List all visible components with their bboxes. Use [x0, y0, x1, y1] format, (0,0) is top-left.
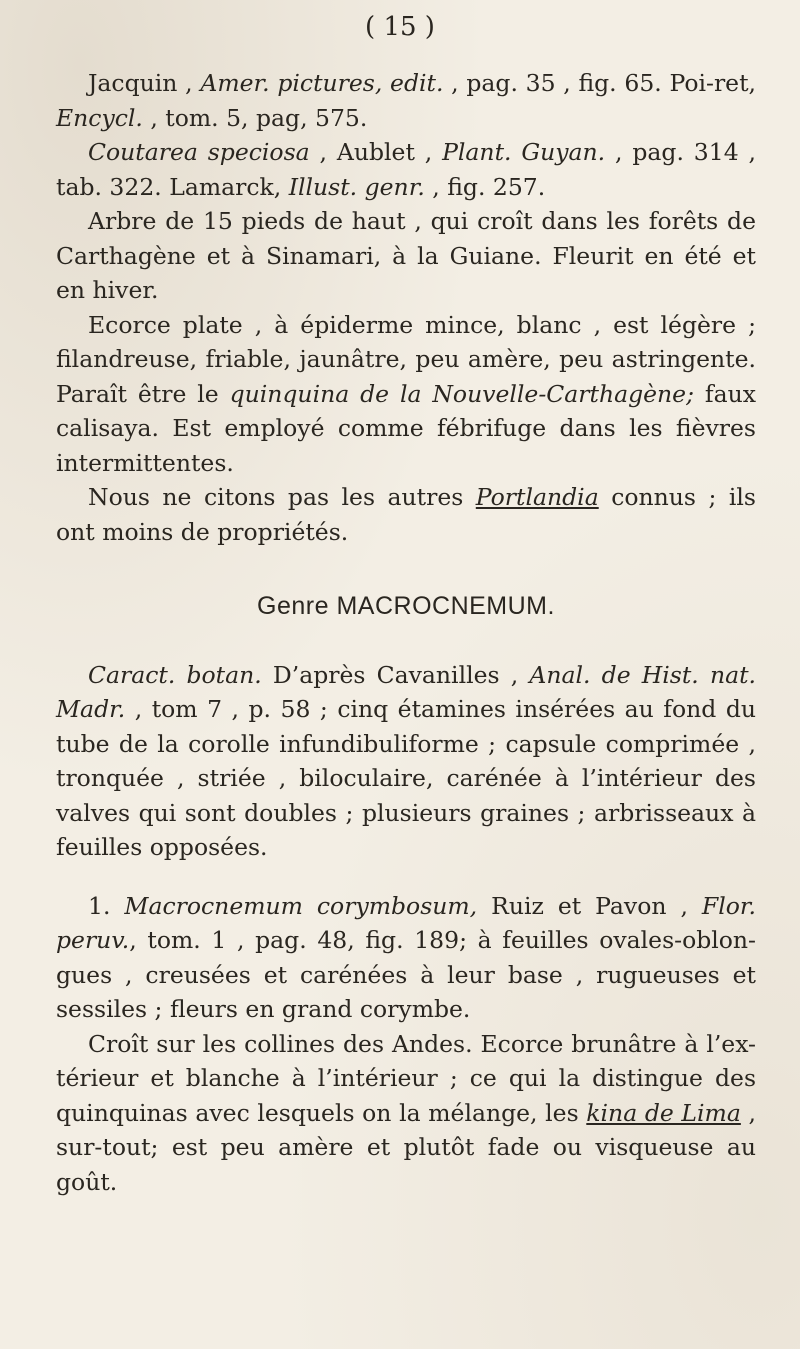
text-run: , pag. 314 , tab. 322. Lamarck, — [56, 138, 756, 201]
paragraph-reference-jacquin — [56, 66, 756, 135]
text-run: , tom. 5, pag, 575. — [142, 103, 368, 132]
text-block — [56, 66, 756, 1199]
text-run: , fig. 257. — [424, 172, 546, 201]
text-run: 1. — [88, 891, 125, 920]
paragraph-portlandia — [56, 480, 756, 549]
italic-label: Caract. botan. — [88, 660, 262, 689]
text-run: Croît sur les collines des Andes. Ecorce brunâtre à l’ex-térieur et blanche à l’intérieur ; ce qui la distingue des quinquinas avec lesquels on la mélange, les — [56, 1029, 756, 1127]
text-run: D’après Cavanilles , — [261, 660, 530, 689]
text-run: , tom 7 , p. 58 ; cinq étamines insérées au fond du tube de la corolle infundibuliforme ; capsule comprimée , tronquée , striée , biloculaire, carénée à l’intérieur des valves qui sont doubles ; plusieurs graines ; arbrisseaux à feuilles opposées. — [56, 695, 756, 861]
italic-title: Illust. genr. — [288, 172, 425, 201]
italic-title: Amer. pictures, edit. — [200, 69, 444, 97]
genus-name: Portlandia — [475, 483, 599, 511]
italic-title: Flor. peruv. — [56, 891, 756, 954]
italic-title: Anal. de Hist. nat. Madr. — [56, 660, 756, 723]
paragraph-coutarea — [56, 135, 756, 204]
paragraph-arbre: Arbre de 15 pieds de haut , qui croît dans les forêts de Carthagène et à Sinamari, à la Guiane. Fleurit en été et en hiver. — [56, 207, 756, 304]
text-run: Ecorce plate , à épiderme mince, blanc , est légère ; filandreuse, friable, jaunâtre, peu amère, peu astringente. Paraît être le — [56, 310, 756, 408]
paragraph-caract-botan — [56, 658, 756, 865]
text-run: faux calisaya. Est employé comme fébrifuge dans les fièvres intermittentes. — [56, 379, 756, 477]
genre-heading: Genre MACROCNEMUM. — [257, 592, 555, 620]
paragraph-macrocnemum — [56, 889, 756, 1027]
text-run: Jacquin , — [88, 69, 201, 97]
paragraph-croit — [56, 1027, 756, 1200]
italic-name: quinquina de la Nouvelle-Carthagène; — [229, 379, 695, 408]
italic-title: Plant. Guyan. — [442, 138, 606, 166]
italic-title: Encycl. — [56, 103, 143, 132]
text-run: Ruiz et Pavon , — [477, 891, 702, 920]
italic-name: kina de Lima — [586, 1098, 741, 1127]
paragraph-ecorce — [56, 308, 756, 481]
text-run: Nous ne citons pas les autres — [88, 483, 476, 511]
page-number: ( 15 ) — [365, 12, 435, 42]
text-run: , pag. 35 , fig. 65. Poi-ret, — [443, 69, 756, 97]
species-name: Coutarea speciosa — [88, 138, 310, 166]
species-name: Macrocnemum corymbosum, — [124, 891, 478, 920]
spacer — [56, 865, 756, 889]
text-run: , sur-tout; est peu amère et plutôt fade ou visqueuse au goût. — [56, 1098, 756, 1196]
text-run: , Aublet , — [309, 138, 443, 166]
text-run: , tom. 1 , pag. 48, fig. 189; à feuilles ovales-oblon-gues , creusées et carénées à leur base , rugueuses et sessiles ; fleurs en grand corymbe. — [56, 926, 756, 1023]
text-run: connus ; ils ont moins de propriétés. — [56, 483, 756, 546]
